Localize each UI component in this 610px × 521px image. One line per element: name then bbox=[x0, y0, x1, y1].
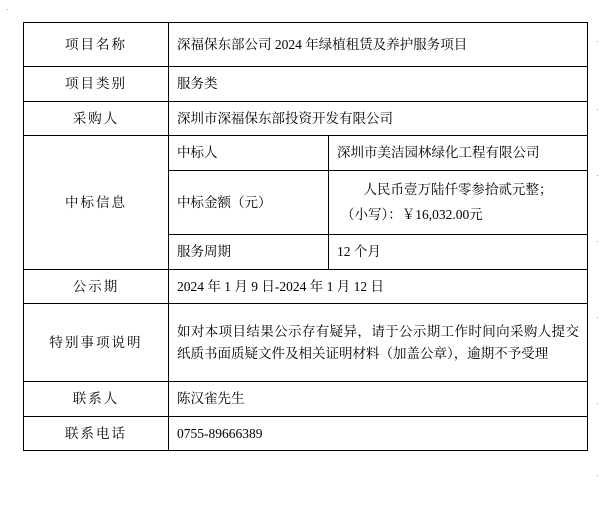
bid-amount-in-words: 人民币壹万陆仟零参拾贰元整； bbox=[363, 181, 553, 197]
row-label-project-name: 项目名称 bbox=[24, 23, 169, 67]
row-label-contact-phone: 联系电话 bbox=[24, 416, 169, 451]
bid-amount-in-figures: （小写）：￥16,032.00元 bbox=[341, 207, 483, 223]
page-mark-right-1: · bbox=[596, 36, 599, 46]
row-label-bid-info: 中标信息 bbox=[24, 136, 169, 269]
row-value-contact-person: 陈汉雀先生 bbox=[169, 382, 588, 417]
row-value-bid-winner: 深圳市美洁园林绿化工程有限公司 bbox=[329, 136, 588, 171]
table-row-project-name bbox=[24, 23, 588, 67]
row-label-special-notes: 特别事项说明 bbox=[24, 304, 169, 382]
row-label-publicity-period: 公示期 bbox=[24, 269, 169, 304]
page-mark-right-2: · bbox=[596, 104, 599, 114]
bid-result-table bbox=[23, 22, 588, 451]
row-value-publicity-period: 2024 年 1 月 9 日-2024 年 1 月 12 日 bbox=[169, 269, 588, 304]
page-mark-right-6: · bbox=[596, 398, 599, 408]
table-row-project-category bbox=[24, 67, 588, 102]
table-row-contact-person bbox=[24, 382, 588, 417]
row-value-project-name: 深福保东部公司 2024 年绿植租赁及养护服务项目 bbox=[169, 23, 588, 67]
table-row-special-notes bbox=[24, 304, 588, 382]
row-label-contact-person: 联系人 bbox=[24, 382, 169, 417]
page-mark-right-5: · bbox=[596, 312, 599, 322]
row-value-contact-phone: 0755-89666389 bbox=[169, 416, 588, 451]
row-value-service-period: 12 个月 bbox=[329, 235, 588, 270]
row-label-project-category: 项目类别 bbox=[24, 67, 169, 102]
row-value-special-notes: 如对本项目结果公示存有疑异，请于公示期工作时间向采购人提交纸质书面质疑文件及相关证明材料（加盖公章），逾期不予受理 bbox=[169, 304, 588, 382]
row-sublabel-bid-winner: 中标人 bbox=[169, 136, 329, 171]
table-row-publicity-period bbox=[24, 269, 588, 304]
row-value-purchaser: 深圳市深福保东部投资开发有限公司 bbox=[169, 101, 588, 136]
table-row-contact-phone bbox=[24, 416, 588, 451]
row-sublabel-bid-amount: 中标金额（元） bbox=[169, 170, 329, 234]
page-mark-right-3: · bbox=[596, 170, 599, 180]
page-mark-top-left: · bbox=[6, 4, 9, 14]
table-row-bid-winner bbox=[24, 136, 588, 171]
row-label-purchaser: 采购人 bbox=[24, 101, 169, 136]
row-sublabel-service-period: 服务周期 bbox=[169, 235, 329, 270]
page-mark-right-7: · bbox=[596, 470, 599, 480]
page-mark-right-4: · bbox=[596, 236, 599, 246]
row-value-bid-amount bbox=[329, 170, 588, 234]
table-row-purchaser bbox=[24, 101, 588, 136]
row-value-project-category: 服务类 bbox=[169, 67, 588, 102]
